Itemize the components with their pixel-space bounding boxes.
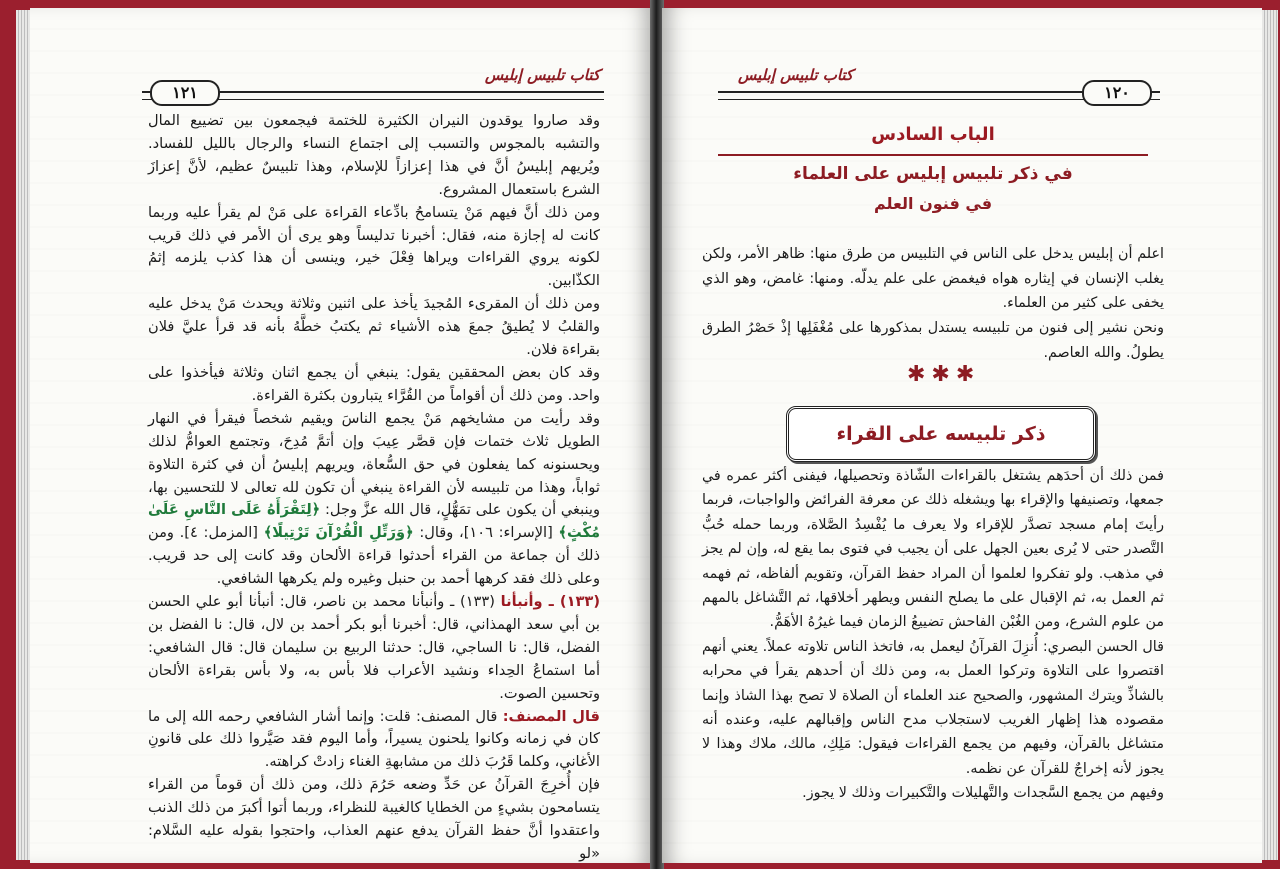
paragraph: وقد كان بعض المحققين يقول: ينبغي أن يجمع اثنان وثلاثة فيأخذوا على واحد. ومن ذلك أن أقواماً من القُرَّاء يتبارون بكثرة القراءة. [148,363,600,404]
quran-verse: ﴿لِتَقْرَأَهُ عَلَى النَّاسِ عَلَىٰ مُكْثٍ﴾ [148,501,601,542]
chapter-title: الباب السادس [871,124,995,145]
author-label: قال المصنف: [502,707,600,725]
paragraph: وقد رأيت من مشايخهم مَنْ يجمع الناسَ ويقيم شخصاً فيقرأ في النهار الطويل ثلاث ختمات فإن قصَّر عِيبَ وإن أتمَّ مُدِحَ، وتجتمع العوامُّ لذلك ويحسنونه كما يفعلون في حق السُّعاة، ويريهم إبليسُ أن في كثرة التلاوة ثواباً، وهذا من تلبيسه لأن القراءة ينبغي أن تكون لله تعالى لا للتحسين بها، وينبغي أن يكون على تمَهُّلٍ، قال الله عزَّ وجل: ﴿لِتَقْرَأَهُ عَلَى النَّاسِ عَلَىٰ مُكْثٍ﴾ [الإسراء: ١٠٦]، وقال: ﴿وَرَتِّلِ الْقُرْآنَ تَرْتِيلًا﴾ [المزمل: ٤]. ومن ذلك أن جماعة من القراء أحدثوا قراءة الألحان وقد كانت إلى حد قريب. وعلى ذلك فقد كرهها أحمد بن حنبل وغيره ولم يكرهها الشافعي. [148,409,601,588]
left-page-header [142,66,604,106]
running-title: كتاب تلبيس إبليس [738,66,854,84]
right-page-body [702,464,1164,806]
page-number: ١٢١ [150,80,220,106]
narration-number: (١٣٣) ـ وأنبأنا [500,593,601,611]
right-page [662,8,1262,863]
section-separator: ✱✱✱ [907,362,981,387]
quran-verse: ﴿وَرَتِّلِ الْقُرْآنَ تَرْتِيلًا﴾ [263,524,414,542]
paragraph: وفيهم من يجمع السَّجدات والتَّهليلات والتَّكبيرات وذلك لا يجوز. [802,785,1164,802]
section-title-box: ذكر تلبيسه على القراء [786,406,1096,462]
paragraph: قال المصنف: قال المصنف: قلت: وإنما أشار الشافعي رحمه الله إلى ما كان في زمانه وكانوا يلحنون يسيراً، وأما اليوم فقد صَيَّروا ذلك على قانونِ الأغاني، وكلما قَرُبَ ذلك من مشابهةِ الغناء زادتْ كراهته. [148,707,600,771]
right-page-intro [702,242,1164,366]
paragraph: ونحن نشير إلى فنون من تلبيسه يستدل بمذكورها على مُغْفَلِها إذْ حَصْرُ الطرق يطولُ. والله العاصم. [702,320,1164,361]
left-page-body [148,110,600,863]
right-page-header [718,66,1160,106]
page-edges-right [1262,10,1278,860]
paragraph: قال الحسن البصري: أُنزِلَ القرآنُ ليعمل به، فاتخذ الناس تلاوته عملاً. يعني أنهم اقتصروا على التلاوة وتركوا العمل به، ومن ذلك أن أحدهم يقرأ في محرابه بالشاذِّ ويترك المشهور، والصحيح عند العلماء أن الصلاة لا تصح بهذا الشاذ وإنما مقصوده هذا إظهار الغريب لاستجلاب مدح الناس وإقبالهم عليه، وعنده أنه متشاغل بالقرآن، وفيهم من يجمع القراءات فيقول: مَلِكِ، مالك، ملاك وهذا لا يجوز لأنه إخراجٌ للقرآن عن نظمه. [702,638,1164,777]
left-page [30,8,652,863]
paragraph: فمن ذلك أن أحدَهم يشتغل بالقراءات الشّاذة وتحصيلها، فيفنى أكثر عمره في جمعها، وتصنيفها والإقراء بها ويشغله ذلك عن معرفة الفرائض والواجبات، فربما رأيتَ إمام مسجد تصدَّر للإقراء ولا يعرف ما يُفْسِدُ الصَّلاة، وربما حمله حُبُّ التَّصدر حتى لا يُرى بعين الجهل على أن يجيب في فتوى بما يقع له، وإن لم يجز في مذهب. ولو تفكروا لعلموا أن المراد حفظ القرآن، وتقويم ألفاظه، ثم فهمه ثم العمل به، ثم الإقبال على ما يصلح النفس ويطهر أخلاقها، ثم التَّشاغل بالمهم من علوم الشرع، ومن الغُبْن الفاحش تضييعُ الزمان فيما غيرُهُ الأهَمُّ. [702,468,1164,631]
chapter-subtitle: في ذكر تلبيس إبليس على العلماء [793,164,1073,184]
paragraph: فإن أُخرِجَ القرآنُ عن حَدِّ وضعه حَرُمَ ذلك، ومن ذلك أن قوماً من القراء يتسامحون بشيءٍ من الخطايا كالغيبة للنظراء، وربما أتوا أكبرَ من ذلك الذنب واعتقدوا أنَّ حفظ القرآن يدفع عنهم العذاب، واحتجوا بقوله عليه السَّلام: «لو [148,776,600,862]
paragraph: ومن ذلك أنَّ فيهم مَنْ يتسامحُ بادِّعاء القراءة على مَنْ لم يقرأ عليه وربما كانت له إجازة منه، فقال: أخبرنا تدليساً وهو يرى أن الأمر في ذلك قريب لكونه يروي القراءات ويراها فِعْلَ خير، وينسى أن هذا كذب يلزمه إثمُ الكذّابين. [148,203,600,290]
paragraph: (١٣٣) ـ وأنبأنا (١٣٣) ـ وأنبأنا محمد بن ناصر، قال: أنبأنا أبو علي الحسن بن أبي سعد الهمذاني، قال: أخبرنا أبو بكر أحمد بن لال، قال: نا الفضل بن الفضل، قال: نا الساجي، قال: حدثنا الربيع بن سليمان قال: قال الشافعي: أما استماعُ الحِداء ونشيد الأعراب فلا بأس به، ولا بأس بقراءة الألحان وتحسين الصوت. [148,593,601,702]
page-number: ١٢٠ [1082,80,1152,106]
chapter-subtitle-2: في فنون العلم [873,194,993,213]
paragraph: وقد صاروا يوقدون النيران الكثيرة للختمة فيجمعون بين تضييع المال والتشبه بالمجوس والتسبب إلى اجتماع النساء والرجال بالليل للفساد. ويُريهم إبليسُ أنَّ في هذا إعزازاً للإسلام، وهذا تلبيسٌ عظيم، لأنَّ إعزازَ الشرع باستعمال المشروع. [148,112,600,198]
paragraph: اعلم أن إبليس يدخل على الناس في التلبيس من طرق منها: ظاهر الأمر، ولكن يغلب الإنسان في إيثاره هواه فيغمض على علم يدلّه. ومنها: غامض، وهو الذي يخفى على كثير من العلماء. [702,246,1164,312]
running-title: كتاب تلبيس إبليس [484,66,600,84]
paragraph: ومن ذلك أن المقرىء المُجيدَ يأخذ على اثنين وثلاثة ويحدث مَنْ يدخل عليه والقلبُ لا يُطيقُ جمعَ هذه الأشياء ثم يكتبُ خطَّهُ بأنه قد قرأ عليَّ فلان بقراءة فلان. [148,295,600,359]
